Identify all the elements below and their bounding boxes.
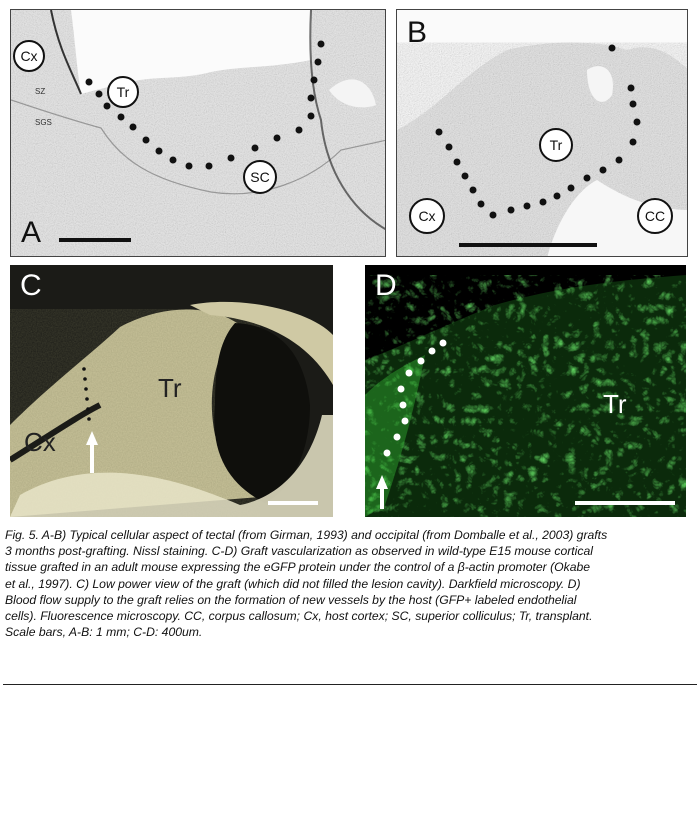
figure-panel-b: [396, 9, 688, 257]
panel-b-region-cc: CC: [637, 198, 673, 234]
caption-line: cells). Fluorescence microscopy. CC, corpus callosum; Cx, host cortex; SC, superior colliculus; Tr, transplant.: [5, 609, 593, 624]
figure-panel-c: [10, 265, 333, 517]
panel-a-layer-sgs: SGS: [35, 118, 52, 127]
panel-b-label: B: [407, 16, 428, 49]
panel-a-label: A: [21, 216, 42, 249]
panel-b-region-cx: Cx: [409, 198, 445, 234]
horizontal-divider: [3, 684, 697, 685]
figure-panel-d: [365, 265, 686, 517]
panel-a-layer-sz: SZ: [35, 87, 46, 96]
panel-a-region-tr: Tr: [107, 76, 139, 108]
caption-line: Fig. 5. A-B) Typical cellular aspect of tectal (from Girman, 1993) and occipital (from Domballe et al., 2003) grafts: [5, 528, 608, 542]
panel-d-fluorescence-image: [365, 265, 686, 517]
caption-line: Scale bars, A-B: 1 mm; C-D: 400um.: [5, 625, 203, 640]
panel-c-region-cx: Cx: [24, 427, 56, 457]
caption-line: tissue grafted in an adult mouse expressing the eGFP protein under the control of a β-actin promoter (Okabe: [5, 560, 591, 575]
figure-caption: [5, 527, 695, 640]
caption-line: 3 months post-grafting. Nissl staining. C-D) Graft vascularization as observed in wild-type E15 mouse cortical: [5, 544, 593, 559]
panel-a-region-cx: Cx: [13, 40, 45, 72]
panel-c-region-tr: Tr: [158, 373, 182, 403]
panel-d-label: D: [375, 269, 397, 302]
panel-a-nissl-image: [11, 10, 386, 257]
panel-a-region-sc: SC: [243, 160, 277, 194]
figure-panel-a: [10, 9, 386, 257]
caption-line: et al., 1997). C) Low power view of the graft (which did not filled the lesion cavity). Darkfield microscopy. D): [5, 576, 581, 591]
panel-d-region-tr: Tr: [603, 389, 627, 419]
panel-c-label: C: [20, 269, 42, 302]
caption-line: Blood flow supply to the graft relies on the formation of new vessels by the host (GFP+ labeled endothelial: [5, 592, 577, 607]
panel-b-region-tr: Tr: [539, 128, 573, 162]
